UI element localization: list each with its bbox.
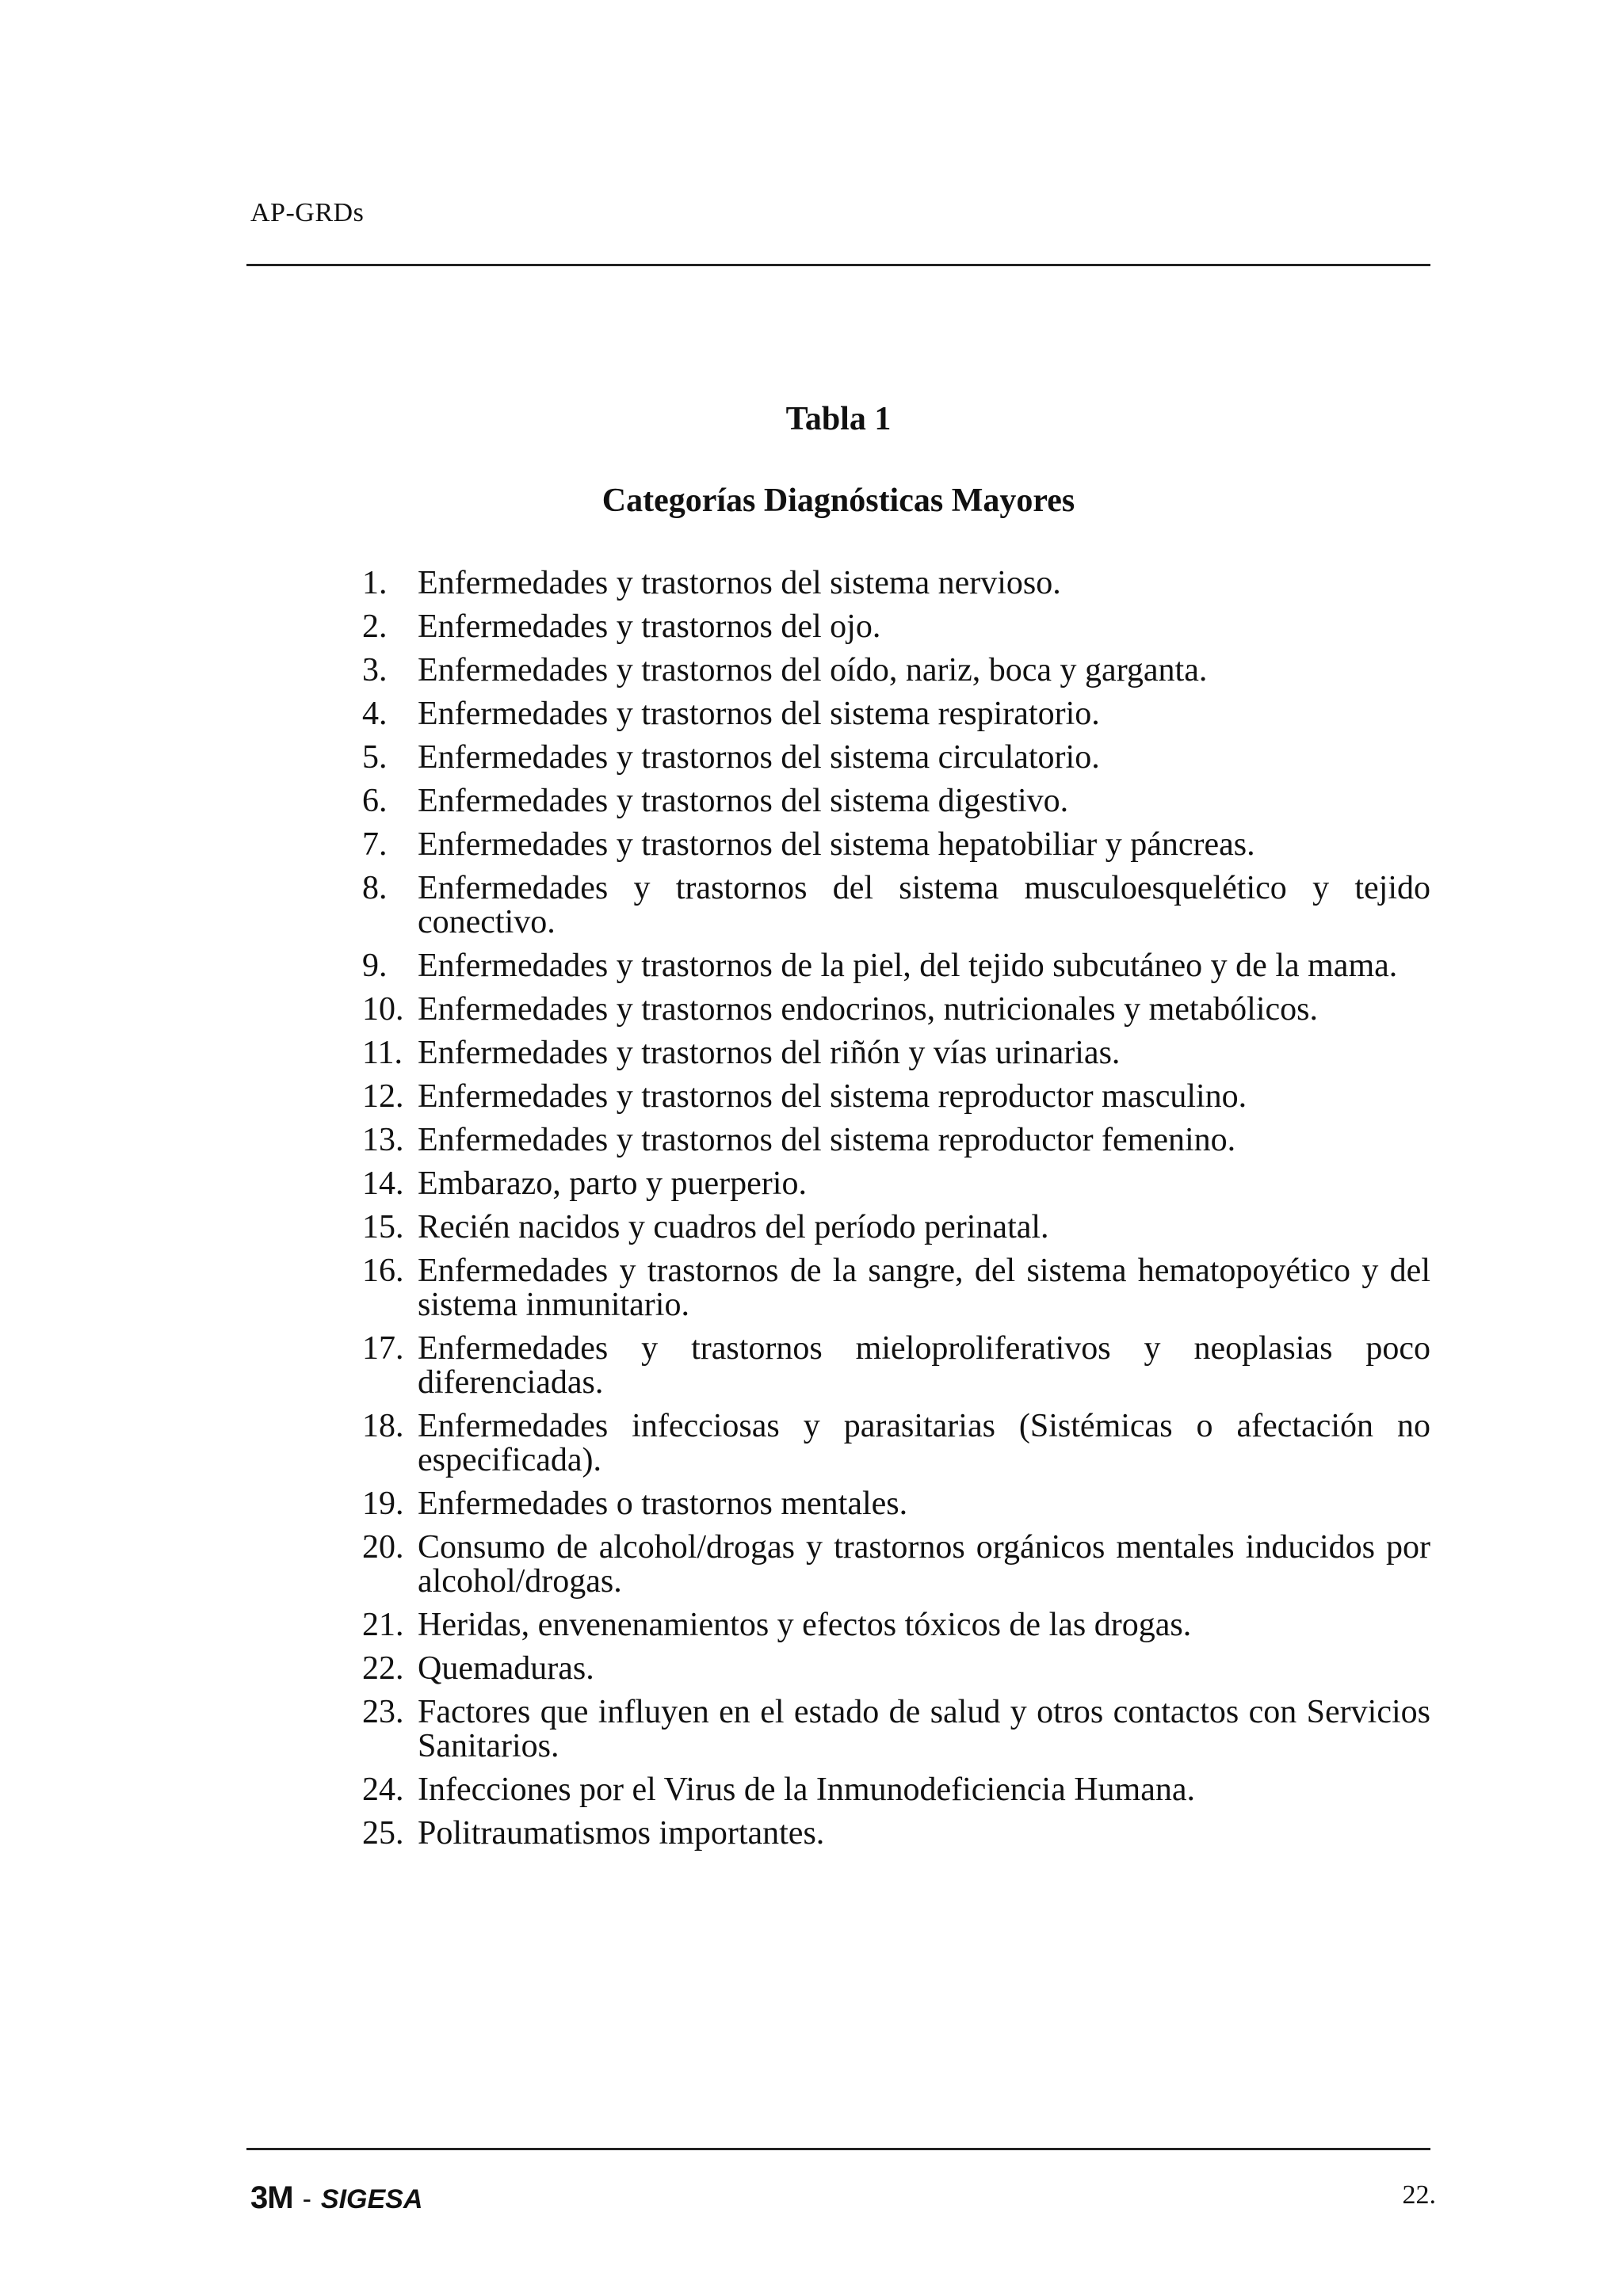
list-item-text: Enfermedades y trastornos de la sangre, del sistema hematopoyético y del sistema inmunitario. xyxy=(418,1253,1430,1323)
list-item-text: Enfermedades y trastornos del sistema reproductor femenino. xyxy=(418,1122,1236,1158)
list-item-text: Heridas, envenenamientos y efectos tóxicos de las drogas. xyxy=(418,1607,1192,1643)
footer-rule xyxy=(246,2148,1430,2150)
page-number: 22. xyxy=(1402,2180,1436,2210)
list-item-number-text: 22. xyxy=(362,1650,404,1687)
list-item-number xyxy=(345,1773,418,1807)
list-item xyxy=(345,1487,1430,1521)
list-item xyxy=(345,1409,1430,1478)
list-item-text: Factores que influyen en el estado de salud y otros contactos con Servicios Sanitarios. xyxy=(418,1694,1430,1764)
list-item-number xyxy=(345,1531,418,1565)
list-item-text: Enfermedades o trastornos mentales. xyxy=(418,1486,908,1522)
list-item-number xyxy=(345,610,418,644)
list-item xyxy=(345,871,1430,940)
list-item-number xyxy=(345,1817,418,1851)
list-item-number xyxy=(345,871,418,906)
list-item xyxy=(345,1695,1430,1764)
list-item-number xyxy=(345,828,418,862)
list-item xyxy=(345,1080,1430,1114)
list-item-number-text: 10. xyxy=(362,991,404,1028)
list-item-number xyxy=(345,1167,418,1201)
list-item-number-text: 25. xyxy=(362,1815,404,1852)
list-item-text: Enfermedades y trastornos del sistema nervioso. xyxy=(418,565,1061,601)
list-item-number xyxy=(345,654,418,688)
list-item xyxy=(345,1652,1430,1686)
list-item-number-text: 9. xyxy=(362,948,388,984)
list-item-number-text: 18. xyxy=(362,1408,404,1444)
list-item-number-text: 23. xyxy=(362,1694,404,1730)
list-item xyxy=(345,566,1430,601)
header-rule xyxy=(246,264,1430,266)
list-item-number-text: 17. xyxy=(362,1330,404,1367)
list-item-number-text: 3. xyxy=(362,652,388,688)
list-item-number-text: 2. xyxy=(362,608,388,645)
table-subtitle: Categorías Diagnósticas Mayores xyxy=(601,482,1075,519)
list-item xyxy=(345,828,1430,862)
list-item xyxy=(345,1531,1430,1599)
list-item-number-text: 5. xyxy=(362,739,388,776)
list-item-text: Enfermedades y trastornos mieloproliferativos y neoplasias poco diferenciadas. xyxy=(418,1330,1430,1401)
list-item-text: Consumo de alcohol/drogas y trastornos orgánicos mentales inducidos por alcohol/drogas. xyxy=(418,1529,1430,1600)
list-item-number xyxy=(345,1608,418,1642)
table-title: Tabla 1 xyxy=(785,401,892,437)
footer-brand xyxy=(250,2180,422,2216)
brand-logo: 3M xyxy=(250,2180,293,2215)
list-item xyxy=(345,1773,1430,1807)
list-item-text: Infecciones por el Virus de la Inmunodeficiencia Humana. xyxy=(418,1772,1195,1808)
list-item xyxy=(345,654,1430,688)
list-item xyxy=(345,1036,1430,1070)
list-item xyxy=(345,1608,1430,1642)
brand-name: SIGESA xyxy=(320,2184,423,2214)
category-list xyxy=(345,566,1430,1860)
list-item-text: Quemaduras. xyxy=(418,1650,594,1687)
list-item xyxy=(345,741,1430,775)
list-item xyxy=(345,784,1430,818)
list-item-text: Recién nacidos y cuadros del período perinatal. xyxy=(418,1209,1049,1245)
list-item-text: Enfermedades y trastornos de la piel, del tejido subcutáneo y de la mama. xyxy=(418,948,1398,984)
list-item-number-text: 4. xyxy=(362,696,388,732)
list-item-text: Enfermedades y trastornos del sistema reproductor masculino. xyxy=(418,1078,1247,1115)
list-item-number xyxy=(345,1652,418,1686)
list-item-number xyxy=(345,1332,418,1366)
list-item-number xyxy=(345,1254,418,1288)
list-item-text: Enfermedades infecciosas y parasitarias (Sistémicas o afectación no especificada). xyxy=(418,1408,1430,1478)
running-header: AP-GRDs xyxy=(250,198,365,227)
list-item-number xyxy=(345,1695,418,1730)
list-item-text: Enfermedades y trastornos endocrinos, nutricionales y metabólicos. xyxy=(418,991,1319,1028)
list-item-text: Embarazo, parto y puerperio. xyxy=(418,1165,807,1202)
list-item-number xyxy=(345,1123,418,1158)
list-item xyxy=(345,1211,1430,1245)
list-item-number xyxy=(345,784,418,818)
list-item-text: Enfermedades y trastornos del sistema circulatorio. xyxy=(418,739,1100,776)
list-item xyxy=(345,1817,1430,1851)
list-item-number-text: 20. xyxy=(362,1529,404,1566)
list-item-number xyxy=(345,1080,418,1114)
list-item-text: Politraumatismos importantes. xyxy=(418,1815,825,1852)
list-item-text: Enfermedades y trastornos del sistema digestivo. xyxy=(418,783,1069,819)
list-item-number-text: 13. xyxy=(362,1122,404,1158)
list-item-number xyxy=(345,566,418,601)
list-item-number-text: 11. xyxy=(362,1035,403,1071)
list-item-number-text: 7. xyxy=(362,826,388,863)
list-item-number xyxy=(345,1036,418,1070)
list-item-number-text: 19. xyxy=(362,1486,404,1522)
list-item-text: Enfermedades y trastornos del riñón y vías urinarias. xyxy=(418,1035,1121,1071)
list-item-text: Enfermedades y trastornos del ojo. xyxy=(418,608,881,645)
list-item-text: Enfermedades y trastornos del oído, nariz, boca y garganta. xyxy=(418,652,1208,688)
list-item xyxy=(345,1332,1430,1400)
list-item xyxy=(345,1254,1430,1322)
list-item-number xyxy=(345,1487,418,1521)
list-item xyxy=(345,1167,1430,1201)
list-item xyxy=(345,610,1430,644)
list-item-number-text: 8. xyxy=(362,870,388,906)
list-item xyxy=(345,1123,1430,1158)
list-item-number xyxy=(345,697,418,731)
list-item-number-text: 15. xyxy=(362,1209,404,1245)
list-item-number xyxy=(345,993,418,1027)
list-item xyxy=(345,697,1430,731)
list-item-number-text: 12. xyxy=(362,1078,404,1115)
list-item-number-text: 21. xyxy=(362,1607,404,1643)
list-item-text: Enfermedades y trastornos del sistema musculoesquelético y tejido conectivo. xyxy=(418,870,1430,940)
list-item-number xyxy=(345,949,418,983)
list-item-text: Enfermedades y trastornos del sistema hepatobiliar y páncreas. xyxy=(418,826,1255,863)
list-item xyxy=(345,993,1430,1027)
list-item-number xyxy=(345,1211,418,1245)
list-item-number xyxy=(345,741,418,775)
list-item-number-text: 6. xyxy=(362,783,388,819)
list-item xyxy=(345,949,1430,983)
list-item-number-text: 24. xyxy=(362,1772,404,1808)
list-item-number-text: 14. xyxy=(362,1165,404,1202)
brand-separator: - xyxy=(302,2184,311,2214)
list-item-number xyxy=(345,1409,418,1444)
list-item-text: Enfermedades y trastornos del sistema respiratorio. xyxy=(418,696,1100,732)
list-item-number-text: 16. xyxy=(362,1253,404,1289)
list-item-number-text: 1. xyxy=(362,565,388,601)
